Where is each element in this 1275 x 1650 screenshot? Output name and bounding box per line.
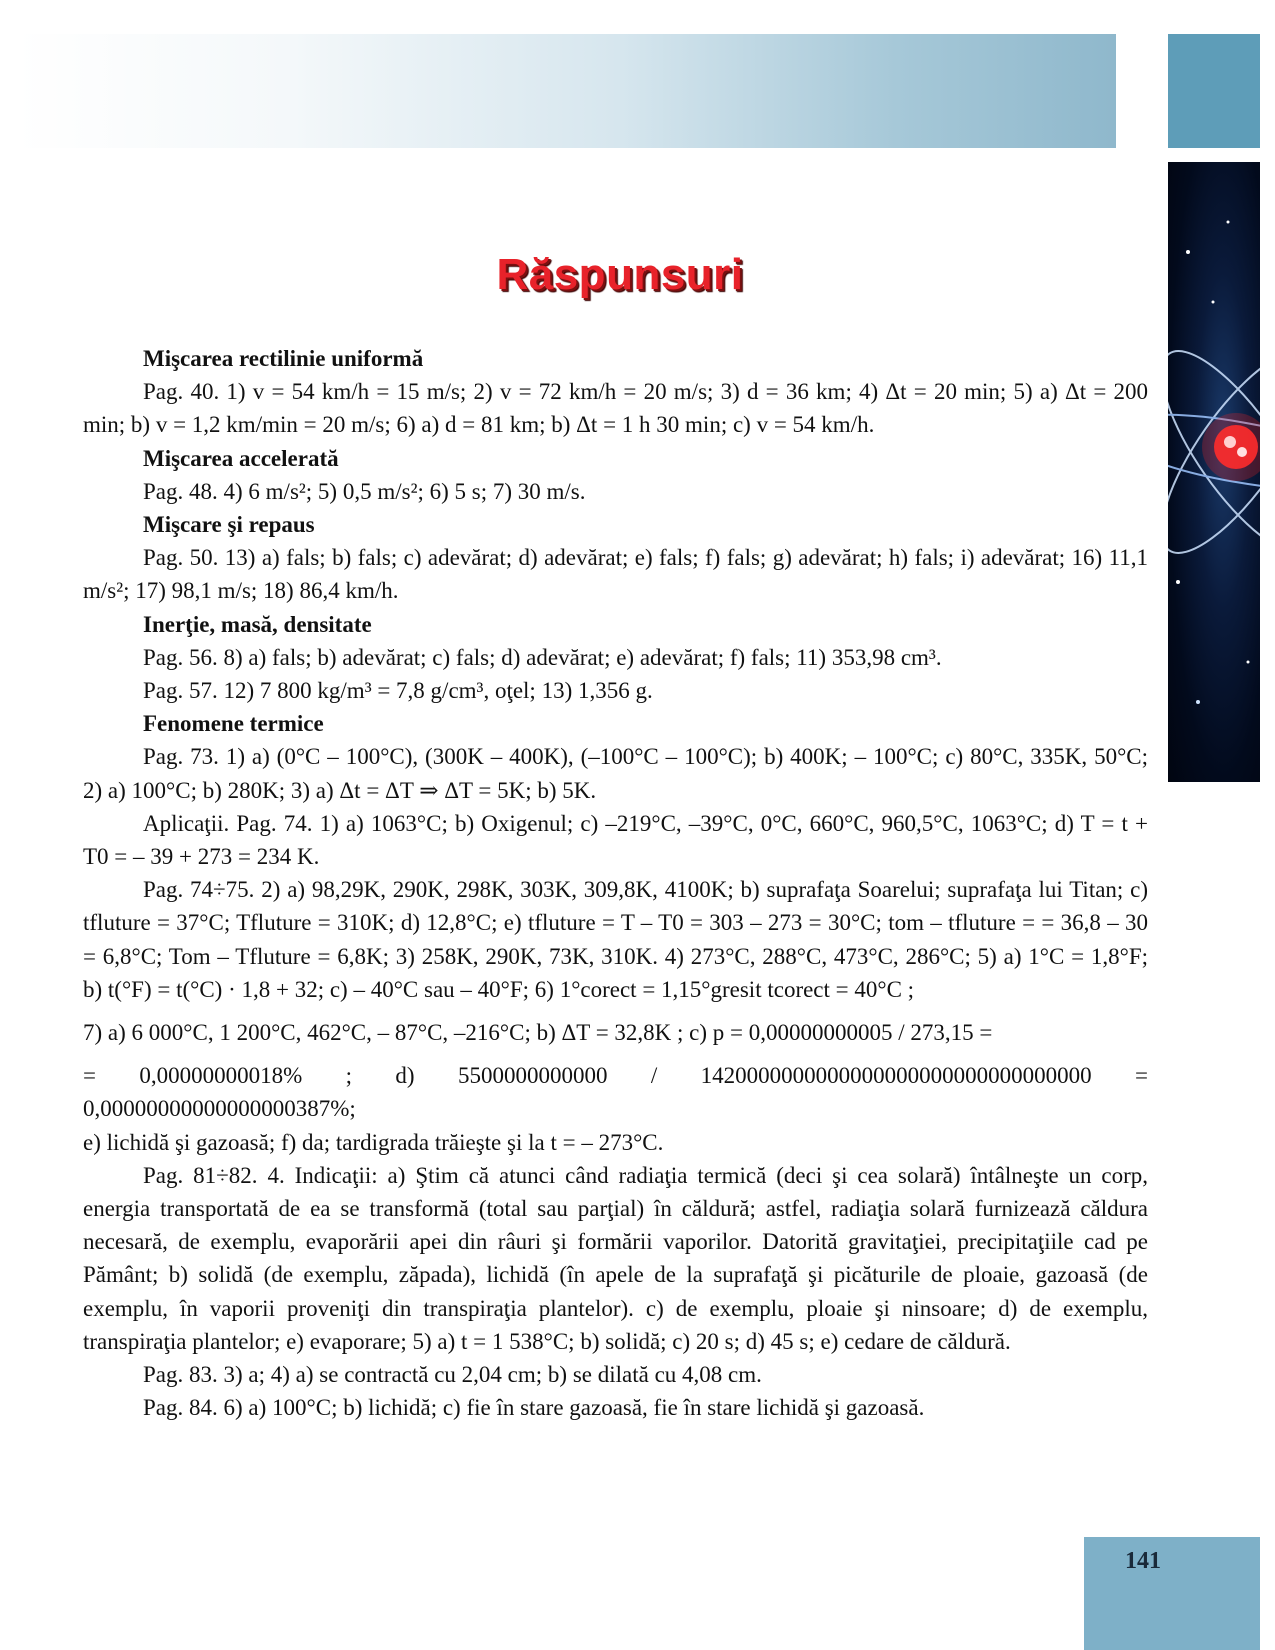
answer-paragraph: Pag. 56. 8) a) fals; b) adevărat; c) fals; d) adevărat; e) adevărat; f) fals; 11) 353,98 cm³. [143,644,942,670]
header-gradient-band [16,34,1116,148]
answer-paragraph: Aplicaţii. Pag. 74. 1) a) 1063°C; b) Oxigenul; c) –219°C, –39°C, 0°C, 660°C, 960,5°C, 1063°C; d) T = t + T0 = – 39 + 273 = 234 K. [83,810,1148,870]
answer-paragraph: Pag. 57. 12) 7 800 kg/m³ = 7,8 g/cm³, oţel; 13) 1,356 g. [143,678,653,704]
answer-paragraph: Pag. 74÷75. 2) a) 98,29K, 290K, 298K, 303K, 309,8K, 4100K; b) suprafaţa Soarelui; suprafaţa lui Titan; c) tfluture = 37°C; Tfluture = 310K; d) 12,8°C; e) tfluture = T – T0 = 303 – 273 = 30°C; tom – tfluture = = 36,8 – 30 = 6,8°C; Tom – Tfluture = 6,8K; 3) 258K, 290K, 73K, 310K. 4) 273°C, 288°C, 473°C, 286°C; 5) a) 1°C = 1,8°F; b) t(°F) = t(°C) · 1,8 + 32; c) – 40°C sau – 40°F; 6) 1°corect = 1,15°gresit tcorect = 40°C ; [83,877,1148,1002]
answer-paragraph: e) lichidă şi gazoasă; f) da; tardigrada trăieşte şi la t = – 273°C. [83,1129,664,1155]
answer-paragraph: Pag. 84. 6) a) 100°C; b) lichidă; c) fie în stare gazoasă, fie în stare lichidă şi gazoasă. [143,1395,925,1421]
page-number: 141 [1125,1548,1161,1574]
section-heading: Inerţie, masă, densitate [143,611,372,637]
answer-formula-line: 7) a) 6 000°C, 1 200°C, 462°C, – 87°C, –216°C; b) ΔT = 32,8K ; c) p = 0,00000000005 / 273,15 = [83,1020,993,1046]
answer-paragraph: Pag. 48. 4) 6 m/s²; 5) 0,5 m/s²; 6) 5 s; 7) 30 m/s. [143,478,586,504]
header-corner-block [1168,34,1260,148]
section-heading: Mişcare şi repaus [143,512,315,538]
answer-paragraph: Pag. 50. 13) a) fals; b) fals; c) adevărat; d) adevărat; e) fals; f) fals; g) adevărat; h) fals; i) adevărat; 16) 11,1 m/s²; 17) 98,1 m/s; 18) 86,4 km/h. [83,545,1148,604]
page-title: Răspunsuri [496,250,744,299]
section-heading: Mişcarea rectilinie uniformă [143,346,424,371]
answer-formula-line: = 0,00000000018% ; d) 5500000000000 / 1420000000000000000000000000000000 = 0,00000000000000000387%; [83,1063,1148,1122]
answer-paragraph: Pag. 81÷82. 4. Indicaţii: a) Ştim că atunci când radiaţia termică (deci şi cea solară) întâlneşte un corp, energia transportată de ea se transformă (total sau parţial) în căldură; astfel, radiaţia solară furnizează căldura necesară, de exemplu, evaporării apei din râuri şi formării vaporilor. Datorită gravitaţiei, precipitaţiile cad pe Pământ; b) solidă (de exemplu, zăpada), lichidă (în apele de la suprafaţă şi picăturile de ploaie, gazoasă (de exemplu, în vaporii proveniţi din transpiraţia plantelor). c) de exemplu, ploaie şi ninsoare; d) de exemplu, transpiraţia plantelor; e) evaporare; 5) a) t = 1 538°C; b) solidă; c) 20 s; d) 45 s; e) cedare de căldură. [83,1162,1148,1354]
section-heading: Fenomene termice [143,711,324,737]
answers-content [83,342,1148,1425]
answer-paragraph: Pag. 40. 1) v = 54 km/h = 15 m/s; 2) v = 72 km/h = 20 m/s; 3) d = 36 km; 4) Δt = 20 min; 5) a) Δt = 200 min; b) v = 1,2 km/min = 20 m/s; 6) a) d = 81 km; b) Δt = 1 h 30 min; c) v = 54 km/h. [83,379,1148,438]
answer-paragraph: Pag. 83. 3) a; 4) a) se contractă cu 2,04 cm; b) se dilată cu 4,08 cm. [143,1362,762,1388]
section-heading: Mişcarea accelerată [143,445,339,471]
answer-paragraph: Pag. 73. 1) a) (0°C – 100°C), (300K – 400K), (–100°C – 100°C); b) 400K; – 100°C; c) 80°C, 335K, 50°C; 2) a) 100°C; b) 280K; 3) a) Δt = ΔT ⇒ ΔT = 5K; b) 5K. [83,744,1148,803]
